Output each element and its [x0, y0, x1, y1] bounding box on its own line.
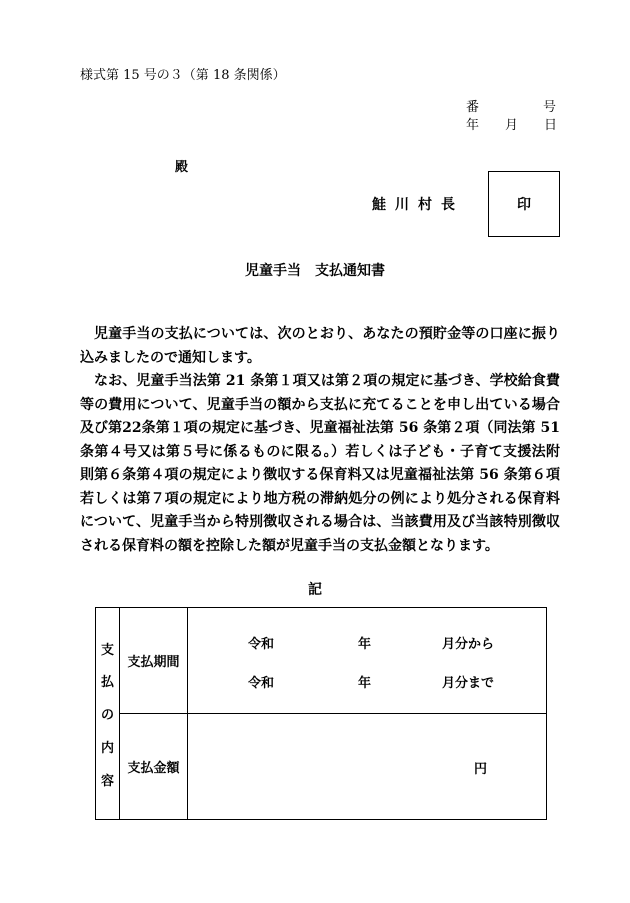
body-paragraph-2: なお、児童手当法第 21 条第１項又は第２項の規定に基づき、学校給食費等の費用について、児童手当の額から支払に充てることを申し出ている場合及び第22条第１項の規定に基づき、児童福祉法第 56 条第２項（同法第 51 条第４号又は第５号に係るものに限る。）若しくは子ども・子育て支援法附則第６条第４項の規定により徴収する保育料又は児童福祉法第 56 条第６項若しくは第７項の規定により地方税の滞納処分の例により処分される保育料について、児童手当から特別徴収される場合は、当該費用及び当該特別徴収される保育料の額を控除した額が児童手当の支払金額となります。 [80, 373, 560, 554]
date-year: 年 [466, 118, 480, 133]
body-paragraph-1: 児童手当の支払については、次のとおり、あなたの預貯金等の口座に振り込みましたので通知します。 [80, 326, 560, 366]
period-label: 支払期間 [120, 608, 188, 714]
document-title: 児童手当 支払通知書 [245, 263, 385, 279]
issuer-name: 鮭川村長 [372, 197, 464, 213]
number-label: 番 [466, 100, 480, 115]
date-day: 日 [544, 118, 558, 133]
section-char: の [100, 708, 114, 723]
period-year: 年 [358, 676, 372, 691]
section-char: 容 [100, 773, 114, 789]
seal-box [488, 171, 560, 237]
period-from-row [188, 633, 546, 651]
seal-label: 印 [517, 197, 531, 213]
payment-details-table [95, 607, 547, 820]
section-char: 内 [100, 740, 114, 756]
recipient-honorific: 殿 [175, 160, 189, 175]
period-month: 月分まで [442, 676, 495, 691]
amount-label: 支払金額 [120, 714, 188, 820]
section-char: 支 [100, 642, 114, 658]
date-month: 月 [505, 118, 519, 133]
number-suffix: 号 [543, 100, 557, 115]
section-label [96, 608, 120, 820]
period-year: 年 [358, 637, 372, 652]
issue-date [466, 114, 557, 133]
ki-heading: 記 [308, 582, 322, 598]
amount-unit: 円 [474, 762, 488, 777]
period-value [188, 608, 547, 714]
period-to-row [188, 672, 546, 690]
section-char: 払 [100, 675, 114, 691]
document-number [466, 96, 556, 115]
period-era: 令和 [248, 637, 275, 652]
period-era: 令和 [248, 676, 275, 691]
amount-value [188, 714, 547, 820]
period-month: 月分から [442, 637, 495, 652]
form-number: 様式第 15 号の３（第 18 条関係） [80, 68, 286, 83]
